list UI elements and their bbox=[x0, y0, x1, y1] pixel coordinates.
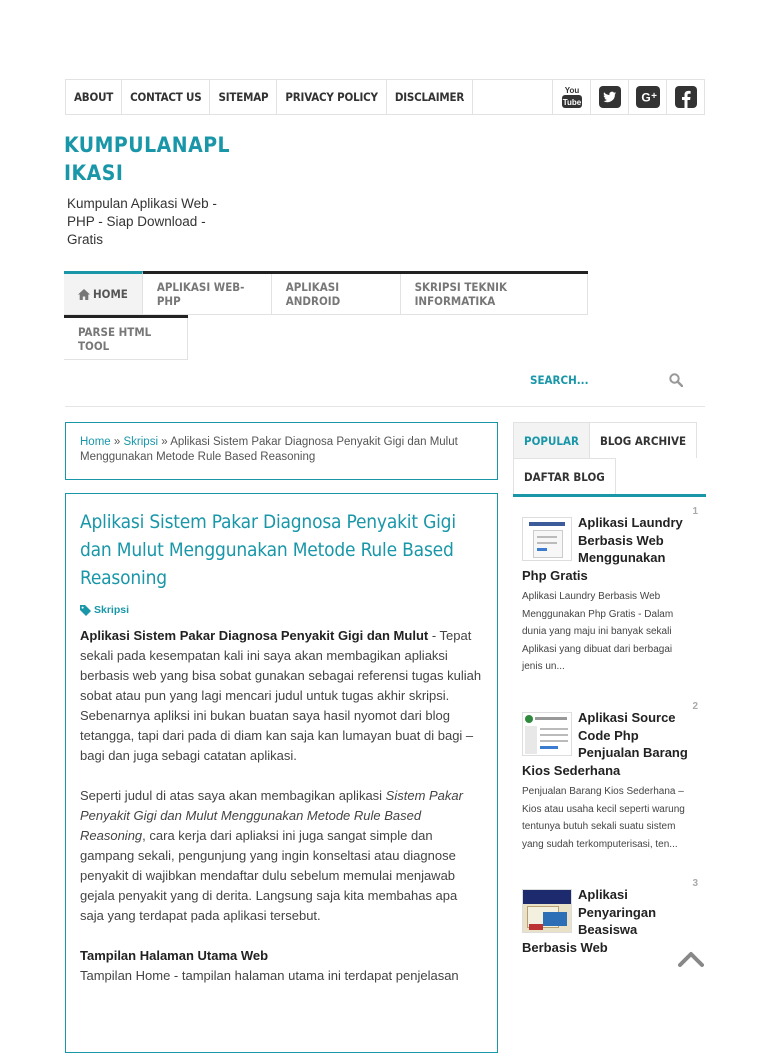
youtube-icon[interactable] bbox=[552, 80, 590, 114]
post-intro-text: - Tepat sekali pada kesempatan kali ini saya akan membagikan apliaksi berbasis web yang bisa sobat gunakan sebagai referensi tugas kuliah sobat atau pun yang lagi mencari judul untuk tugas akhir skripsi. Sebenarnya apliksi ini bukan buatan saya hasil nyomot dari blog tetangga, tapi dari pada di diam kan saja kan lumayan buat di bagi – bagi dan juga sebagi catatan aplikasi. bbox=[80, 628, 482, 763]
nav-disclaimer-link[interactable]: DISCLAIMER bbox=[387, 80, 473, 114]
popular-post-title[interactable]: Aplikasi Laundry Berbasis Web Menggunakan Php Gratis bbox=[522, 515, 683, 583]
facebook-icon[interactable] bbox=[666, 80, 704, 114]
top-nav-links bbox=[66, 80, 473, 114]
nav-about-link[interactable]: ABOUT bbox=[66, 80, 122, 114]
post-label[interactable] bbox=[80, 604, 483, 616]
post-body bbox=[80, 626, 483, 986]
popular-post-thumbnail[interactable] bbox=[522, 517, 572, 561]
main-menu-row bbox=[64, 271, 588, 315]
popular-post-excerpt: Aplikasi Laundry Berbasis Web Menggunakan Php Gratis - Dalam dunia yang maju ini banyak sekali Aplikasi yang dibuat dari berbagai jenis un... bbox=[522, 591, 674, 672]
popular-post-rank: 2 bbox=[692, 701, 698, 712]
top-navigation bbox=[65, 79, 705, 115]
home-icon bbox=[78, 289, 90, 300]
main-menu-row-2 bbox=[64, 315, 188, 360]
svg-text:Tube: Tube bbox=[562, 98, 581, 107]
post-emphasis: Sistem Pakar Penyakit Gigi dan Mulut Menggunakan Metode Rule Based Reasoning bbox=[80, 788, 463, 843]
post-subheading-text: Tampilan Halaman Utama Web bbox=[80, 948, 269, 963]
post-paragraph bbox=[80, 626, 483, 766]
post-subheading bbox=[80, 946, 483, 966]
breadcrumb bbox=[65, 422, 498, 480]
menu-parse-html-tool[interactable]: PARSE HTML TOOL bbox=[64, 318, 188, 360]
svg-text:G: G bbox=[640, 90, 651, 105]
social-links bbox=[552, 80, 704, 114]
nav-sitemap-link[interactable]: SITEMAP bbox=[210, 80, 277, 114]
menu-home-label: HOME bbox=[93, 287, 128, 301]
back-to-top-icon[interactable] bbox=[678, 950, 704, 968]
twitter-icon[interactable] bbox=[590, 80, 628, 114]
tab-popular[interactable]: POPULAR bbox=[513, 422, 590, 458]
popular-post-rank: 1 bbox=[692, 506, 698, 517]
tag-icon bbox=[80, 605, 91, 616]
popular-post-thumbnail[interactable] bbox=[522, 889, 572, 933]
breadcrumb-separator: » bbox=[161, 436, 168, 448]
search-bar bbox=[65, 362, 705, 407]
sidebar-tabs bbox=[513, 422, 706, 497]
main-menu bbox=[64, 271, 588, 360]
post-paragraph bbox=[80, 786, 483, 926]
post-text: Seperti judul di atas saya akan membagikan aplikasi bbox=[80, 788, 386, 803]
breadcrumb-category-link[interactable]: Skripsi bbox=[123, 436, 159, 448]
site-title[interactable]: KUMPULANAPLIKASI bbox=[64, 133, 231, 185]
post-text: , cara kerja dari apliaksi ini juga sangat simple dan gampang sekali, pengunjung yang ingin konseltasi atau diagnose penyakit di wajibkan mendaftar dulu sebelum memulai menjawab gejala penyakit yang di derita. Langsung saja kita membahas apa saja yang terdapat pada aplikasi tersebut. bbox=[80, 828, 458, 923]
popular-post-title[interactable]: Aplikasi Penyaringan Beasiswa Berbasis Web bbox=[522, 887, 657, 955]
nav-contact-link[interactable]: CONTACT US bbox=[122, 80, 210, 114]
sidebar-tabs-row-2 bbox=[513, 458, 706, 494]
popular-post[interactable] bbox=[522, 878, 698, 956]
post-label-text: Skripsi bbox=[94, 604, 130, 616]
search-icon[interactable] bbox=[669, 373, 683, 387]
tab-daftar-blog[interactable]: DAFTAR BLOG bbox=[513, 458, 616, 494]
google-plus-icon[interactable] bbox=[628, 80, 666, 114]
post-paragraph: Tampilan Home - tampilan halaman utama ini terdapat penjelasan bbox=[80, 968, 459, 983]
post-intro-bold: Aplikasi Sistem Pakar Diagnosa Penyakit Gigi dan Mulut bbox=[80, 628, 429, 643]
breadcrumb-separator: » bbox=[113, 436, 121, 448]
tab-blog-archive[interactable]: BLOG ARCHIVE bbox=[590, 422, 697, 458]
popular-post-title[interactable]: Aplikasi Source Code Php Penjualan Barang Kios Sederhana bbox=[522, 710, 688, 778]
popular-post[interactable] bbox=[522, 506, 698, 676]
svg-text:You: You bbox=[564, 86, 579, 95]
menu-aplikasi-web-php[interactable]: APLIKASI WEB-PHP bbox=[143, 274, 272, 315]
nav-privacy-policy-link[interactable]: PRIVACY POLICY bbox=[277, 80, 386, 114]
post-article bbox=[65, 493, 498, 1053]
menu-skripsi-teknik-informatika[interactable]: SKRIPSI TEKNIK INFORMATIKA bbox=[401, 274, 588, 315]
popular-post[interactable] bbox=[522, 701, 698, 853]
site-tagline: Kumpulan Aplikasi Web - PHP - Siap Download - Gratis bbox=[67, 196, 217, 247]
popular-post-excerpt: Penjualan Barang Kios Sederhana – Kios atau usaha kecil seperti warung tentunya butuh sekali suatu sistem yang sudah terkomputerisasi, ten... bbox=[522, 786, 685, 850]
tabs-underline bbox=[513, 494, 706, 497]
breadcrumb-current: Aplikasi Sistem Pakar Diagnosa Penyakit Gigi dan Mulut Menggunakan Metode Rule Based Reasoning bbox=[80, 436, 458, 463]
menu-aplikasi-android[interactable]: APLIKASI ANDROID bbox=[272, 274, 401, 315]
sidebar-tabs-row bbox=[513, 422, 706, 458]
search-input[interactable]: SEARCH... bbox=[530, 373, 589, 387]
menu-home[interactable] bbox=[64, 271, 143, 315]
popular-post-rank: 3 bbox=[692, 878, 698, 889]
popular-post-thumbnail[interactable] bbox=[522, 712, 572, 756]
breadcrumb-home-link[interactable]: Home bbox=[80, 436, 111, 448]
post-title: Aplikasi Sistem Pakar Diagnosa Penyakit Gigi dan Mulut Menggunakan Metode Rule Based Reasoning bbox=[80, 511, 456, 589]
svg-text:+: + bbox=[650, 91, 657, 102]
